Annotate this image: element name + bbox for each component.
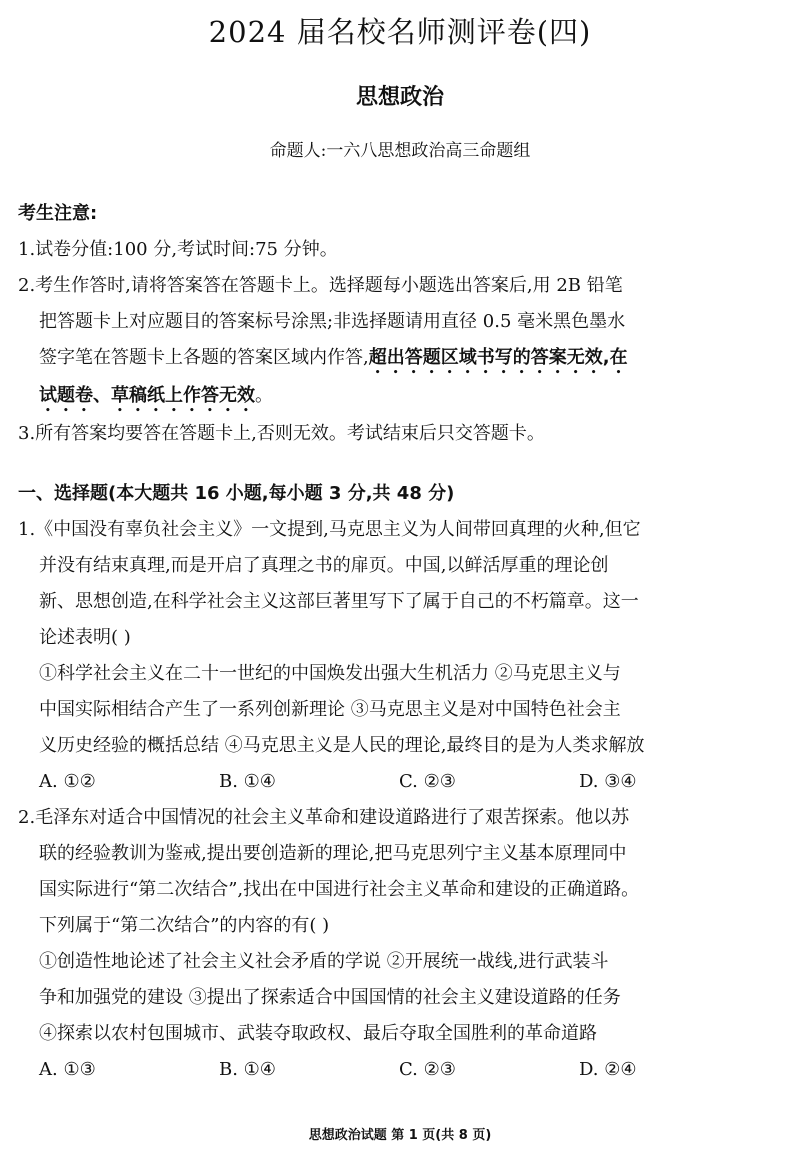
q2-option-c[interactable]: C. ②③ (399, 1059, 456, 1080)
q2-line-5: ①创造性地论述了社会主义社会矛盾的学说 ②开展统一战线,进行武装斗 (39, 951, 609, 972)
notice-item-2-line-3 (18, 340, 788, 378)
page-footer: 思想政治试题 第 1 页(共 8 页) (308, 1128, 492, 1143)
q2-line-2: 联的经验教训为鉴戒,提出要创造新的理论,把马克思列宁主义基本原理同中 (39, 843, 627, 864)
questions-block (18, 476, 788, 1088)
notice-item-2-line-4-end: 。 (255, 385, 273, 406)
q2-options (18, 1052, 788, 1088)
notice-item-3: 3.所有答案均要答在答题卡上,否则无效。考试结束后只交答题卡。 (18, 423, 545, 444)
q1-line-3: 新、思想创造,在科学社会主义这部巨著里写下了属于自己的不朽篇章。这一 (39, 591, 639, 612)
q1-option-c[interactable]: C. ②③ (399, 771, 456, 792)
notice-item-2-line-4 (18, 378, 788, 416)
question-1 (18, 512, 788, 800)
notice-item-2-line-3-text: 签字笔在答题卡上各题的答案区域内作答, (39, 347, 369, 368)
question-2 (18, 800, 788, 1088)
notice-emphasis-2: 试题卷、草稿纸上作答无效 (39, 385, 255, 406)
notice-emphasis-1: 超出答题区域书写的答案无效,在 (368, 347, 628, 368)
q1-option-b[interactable]: B. ①④ (219, 771, 276, 792)
q1-line-1: 1.《中国没有辜负社会主义》一文提到,马克思主义为人间带回真理的火种,但它 (18, 519, 641, 540)
q2-option-b[interactable]: B. ①④ (219, 1059, 276, 1080)
notice-item-1: 1.试卷分值:100 分,考试时间:75 分钟。 (18, 239, 338, 260)
author-line: 命题人:一六八思想政治高三命题组 (269, 141, 531, 161)
notice-item-2-line-1: 2.考生作答时,请将答案答在答题卡上。选择题每小题选出答案后,用 2B 铅笔 (18, 275, 623, 296)
q1-options (18, 764, 788, 800)
notice-item-2-line-2: 把答题卡上对应题目的答案标号涂黑;非选择题请用直径 0.5 毫米黑色墨水 (39, 311, 626, 332)
subject-title: 思想政治 (355, 85, 444, 110)
q1-line-7: 义历史经验的概括总结 ④马克思主义是人民的理论,最终目的是为人类求解放 (39, 735, 645, 756)
q2-line-3: 国实际进行“第二次结合”,找出在中国进行社会主义革命和建设的正确道路。 (39, 879, 640, 900)
q2-option-a[interactable]: A. ①③ (39, 1059, 96, 1080)
exam-title: 2024 届名校名师测评卷(四) (208, 15, 592, 49)
q1-line-2: 并没有结束真理,而是开启了真理之书的扉页。中国,以鲜活厚重的理论创 (39, 555, 609, 576)
notice-block (18, 196, 788, 452)
q1-option-d[interactable]: D. ③④ (579, 771, 637, 792)
section-heading: 一、选择题(本大题共 16 小题,每小题 3 分,共 48 分) (18, 483, 455, 504)
q1-line-6: 中国实际相结合产生了一系列创新理论 ③马克思主义是对中国特色社会主 (39, 699, 621, 720)
q2-line-6: 争和加强党的建设 ③提出了探索适合中国国情的社会主义建设道路的任务 (39, 987, 621, 1008)
q1-option-a[interactable]: A. ①② (39, 771, 96, 792)
notice-heading: 考生注意: (18, 203, 98, 224)
q1-line-4: 论述表明( ) (39, 627, 131, 648)
q2-line-7: ④探索以农村包围城市、武装夺取政权、最后夺取全国胜利的革命道路 (39, 1023, 597, 1044)
q2-line-4: 下列属于“第二次结合”的内容的有( ) (39, 915, 330, 936)
q1-line-5: ①科学社会主义在二十一世纪的中国焕发出强大生机活力 ②马克思主义与 (39, 663, 621, 684)
q2-option-d[interactable]: D. ②④ (579, 1059, 637, 1080)
q2-line-1: 2.毛泽东对适合中国情况的社会主义革命和建设道路进行了艰苦探索。他以苏 (18, 807, 630, 828)
